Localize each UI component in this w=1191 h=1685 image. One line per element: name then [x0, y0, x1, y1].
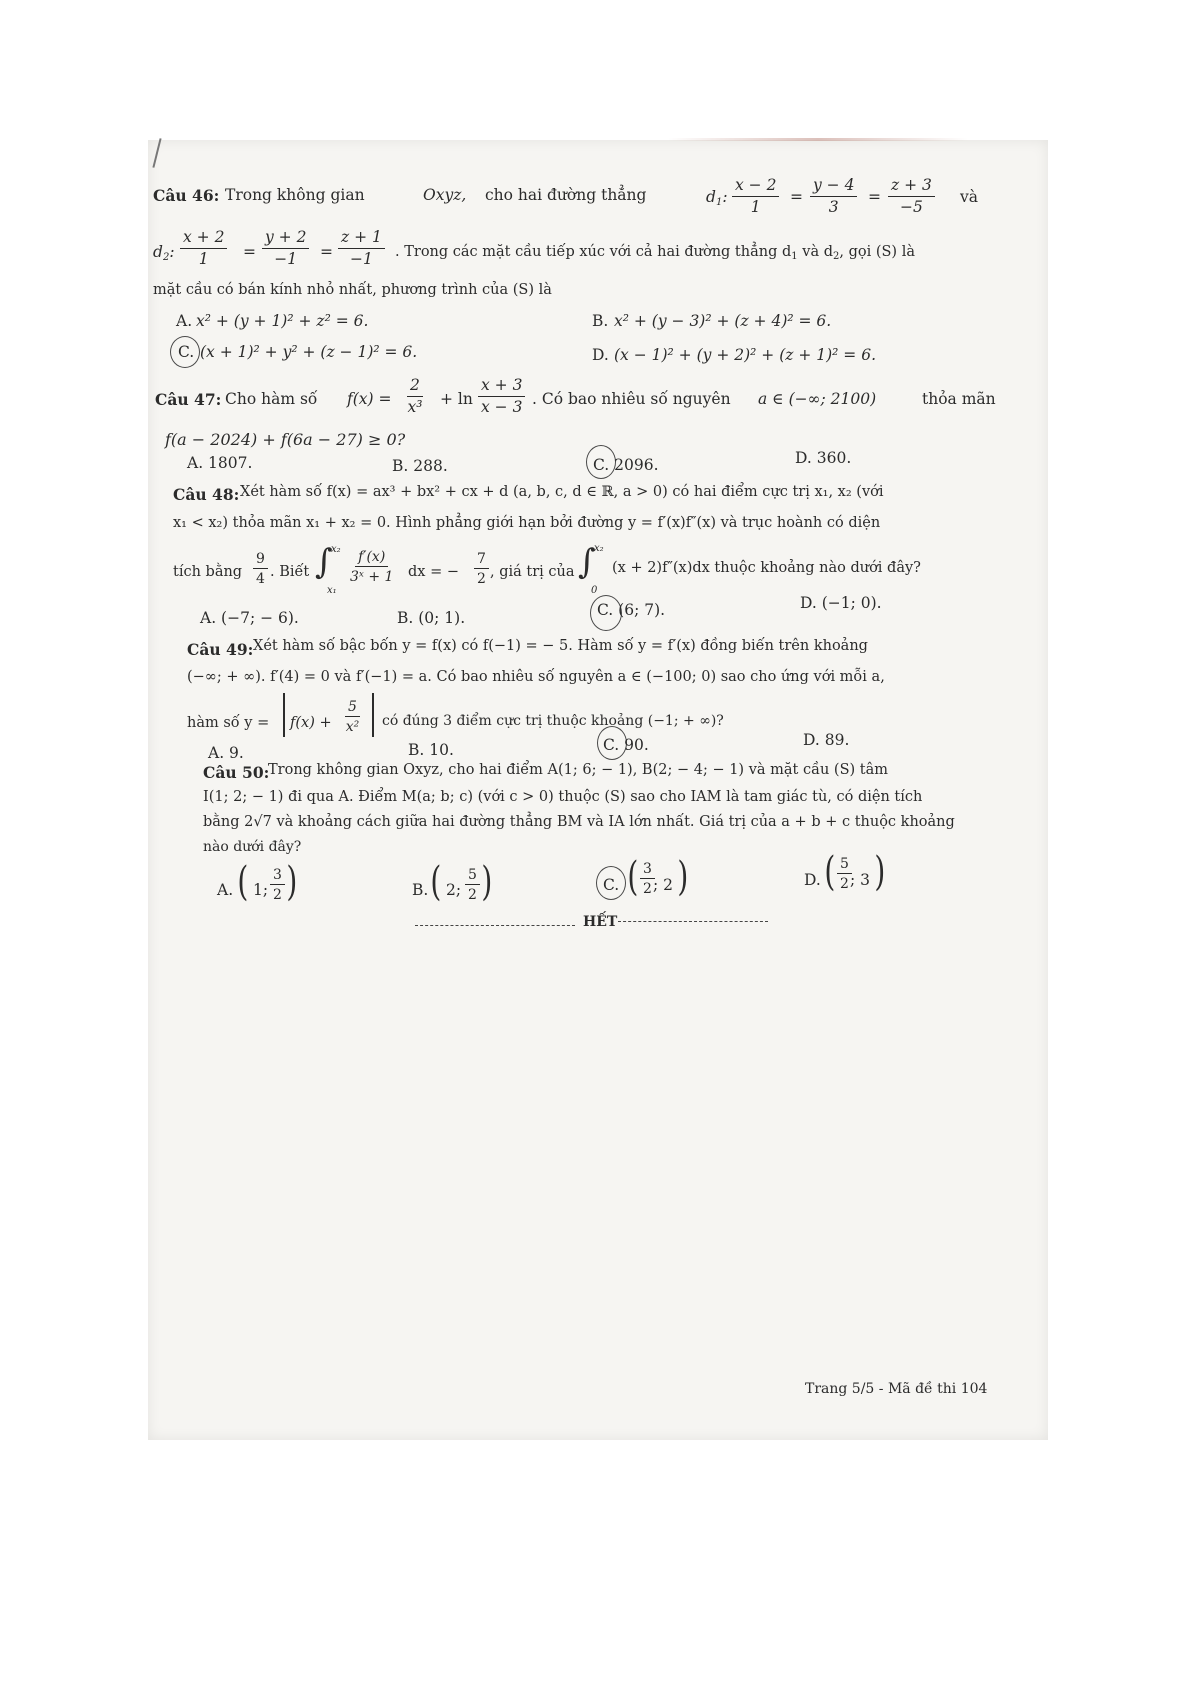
q50-option-c-label: C.: [603, 876, 620, 894]
q48-line2: x₁ < x₂) thỏa mãn x₁ + x₂ = 0. Hình phẳng giới hạn bởi đường y = f′(x)f″(x) và trục hoành có diện: [173, 515, 881, 531]
q48-integral2: ∫: [578, 542, 596, 582]
q49-option-c: C. 90.: [603, 736, 649, 754]
q49-ham-post: có đúng 3 điểm cực trị thuộc khoảng (−1; + ∞)?: [382, 713, 724, 729]
q46-option-b-label: B.: [592, 312, 609, 330]
q50-a-rparen: ): [286, 859, 298, 905]
q50-option-a-label: A.: [217, 881, 234, 899]
q48-area-pre: tích bằng: [173, 564, 243, 580]
q50-b-lparen: (: [430, 859, 442, 905]
q46-option-d: (x − 1)² + (y + 2)² + (z + 1)² = 6.: [614, 346, 877, 364]
q48-int1-lower: x₁: [327, 585, 337, 596]
q47-text1: Cho hàm số: [225, 390, 318, 408]
end-dash-left: [415, 925, 575, 926]
q46-eq4: =: [320, 243, 333, 261]
q49-option-a: A. 9.: [208, 744, 244, 762]
q49-ham-frac: $\frac{5}{\text{x²}}$: [345, 699, 360, 735]
q48-int2-lower: 0: [591, 585, 598, 596]
q46-d2-frac1: $\frac{x + 2}{1}$: [180, 230, 227, 267]
q50-b-rparen: ): [481, 859, 493, 905]
q48-label: Câu 48:: [173, 485, 240, 504]
q46-d1-frac3: $\frac{z + 3}{-5}$: [888, 178, 935, 215]
q50-d-lparen: (: [824, 849, 836, 895]
q46-text-cont: . Trong các mặt cầu tiếp xúc với cả hai đường thẳng $d_1$ và $d_2$, gọi (S) là: [395, 244, 915, 262]
q49-label: Câu 49:: [187, 640, 254, 659]
q47-plus-ln: + ln: [440, 390, 473, 408]
q48-option-b: B. (0; 1).: [397, 609, 466, 627]
q48-integral1: ∫: [315, 542, 333, 582]
q50-c-lparen: (: [627, 854, 639, 900]
q46-d1-name: $d_1$:: [706, 188, 728, 208]
q48-int1-after: , giá trị của: [490, 564, 575, 580]
q50-a-left: 1;: [253, 881, 269, 899]
q46-eq1: =: [790, 188, 803, 206]
q47-text3: thỏa mãn: [922, 390, 996, 408]
q46-d2-name: $d_2$:: [153, 243, 175, 263]
q48-biet: . Biết: [270, 564, 310, 580]
q46-two-lines: cho hai đường thẳng: [485, 186, 647, 204]
q49-option-b: B. 10.: [408, 741, 454, 759]
q46-d2-frac2: $\frac{y + 2}{-1}$: [262, 230, 309, 267]
end-marker: HẾT: [583, 914, 618, 930]
q49-ham-fx: f(x) +: [290, 715, 332, 731]
q46-eq3: =: [243, 243, 256, 261]
q50-line2: I(1; 2; − 1) đi qua A. Điểm M(a; b; c) (với c > 0) thuộc (S) sao cho IAM là tam giác tù, có diện tích: [203, 789, 923, 805]
q49-line1: Xét hàm số bậc bốn y = f(x) có f(−1) = − 5. Hàm số y = f′(x) đồng biến trên khoảng: [253, 638, 868, 654]
q47-frac1: $\frac{2}{\text{x³}}$: [407, 376, 423, 416]
page-footer: Trang 5/5 - Mã đề thi 104: [805, 1381, 988, 1397]
q50-line1: Trong không gian Oxyz, cho hai điểm A(1; 6; − 1), B(2; − 4; − 1) và mặt cầu (S) tâm: [268, 762, 888, 778]
end-dash-right: [618, 921, 768, 922]
q50-d-right: ; 3: [850, 871, 871, 889]
q48-int2-body: (x + 2)f″(x)dx thuộc khoảng nào dưới đây?: [612, 560, 921, 576]
q46-d1-frac2: $\frac{y - 4}{3}$: [810, 178, 857, 215]
q46-option-a: x² + (y + 1)² + z² = 6.: [196, 312, 369, 330]
q46-option-a-label: A.: [176, 312, 193, 330]
q49-abs-left: [283, 693, 285, 737]
q50-d-frac: $\frac{5}{2}$: [837, 857, 852, 891]
q48-int2-upper: x₂: [594, 543, 604, 554]
q46-option-d-label: D.: [592, 346, 609, 364]
q50-a-lparen: (: [237, 859, 249, 905]
q47-cond: f(a − 2024) + f(6a − 27) ≥ 0?: [165, 430, 406, 449]
q46-eq2: =: [868, 188, 881, 206]
q50-b-frac: $\frac{5}{2}$: [465, 868, 480, 902]
q47-label: Câu 47:: [155, 390, 222, 409]
q50-label: Câu 50:: [203, 763, 270, 782]
q47-fx: f(x) =: [347, 390, 392, 408]
q46-label: Câu 46:: [153, 186, 220, 205]
scan-edge-shadow: [668, 138, 968, 141]
q50-a-frac: $\frac{3}{2}$: [270, 868, 285, 902]
q47-option-a: A. 1807.: [187, 454, 253, 472]
q46-space: Oxyz,: [423, 186, 467, 204]
q46-intro: Trong không gian: [225, 186, 365, 204]
q50-c-right: ; 2: [653, 876, 674, 894]
q48-line1: Xét hàm số f(x) = ax³ + bx² + cx + d (a, b, c, d ∈ ℝ, a > 0) có hai điểm cực trị x₁, x₂ (với: [240, 484, 884, 500]
q48-int1-upper: x₂: [331, 544, 341, 555]
q49-option-d: D. 89.: [803, 731, 850, 749]
q50-line4: nào dưới đây?: [203, 839, 302, 855]
q46-and: và: [960, 188, 978, 206]
q50-c-frac: $\frac{3}{2}$: [640, 862, 655, 896]
q50-b-left: 2;: [446, 881, 462, 899]
q48-area-frac: $\frac{9}{4}$: [253, 552, 268, 586]
q47-frac2: $\frac{x + 3}{x - 3}$: [478, 378, 525, 415]
q49-abs-right: [372, 693, 374, 737]
q47-option-c: C. 2096.: [593, 456, 659, 474]
pen-mark: [152, 138, 161, 168]
q50-d-rparen: ): [874, 849, 886, 895]
q46-line3: mặt cầu có bán kính nhỏ nhất, phương trình của (S) là: [153, 282, 552, 298]
q49-ham-pre: hàm số y =: [187, 715, 270, 731]
q50-line3: bằng 2√7 và khoảng cách giữa hai đường thẳng BM và IA lớn nhất. Giá trị của a + b + c thuộc khoảng: [203, 814, 955, 830]
q46-option-c-label: C.: [178, 343, 195, 361]
q46-d2-frac3: $\frac{z + 1}{-1}$: [338, 230, 385, 267]
q50-c-rparen: ): [677, 854, 689, 900]
q50-option-d-label: D.: [804, 871, 821, 889]
q48-int1-eq: dx = −: [408, 564, 459, 580]
q46-d1-frac1: $\frac{x - 2}{1}$: [732, 178, 779, 215]
q48-int1-rhs: $\frac{7}{2}$: [474, 552, 489, 586]
q48-option-a: A. (−7; − 6).: [200, 609, 299, 627]
q48-option-c: C. (6; 7).: [597, 601, 666, 619]
q47-option-b: B. 288.: [392, 457, 448, 475]
q50-option-b-label: B.: [412, 881, 429, 899]
q47-text2: . Có bao nhiêu số nguyên: [532, 390, 731, 408]
q47-option-d: D. 360.: [795, 449, 852, 467]
q49-line2: (−∞; + ∞). f′(4) = 0 và f′(−1) = a. Có bao nhiêu số nguyên a ∈ (−100; 0) sao cho ứng với mỗi a,: [187, 669, 885, 685]
q48-option-d: D. (−1; 0).: [800, 594, 882, 612]
q48-int1-frac: $\frac{f'(x)}{\text{3ˣ + 1}}$: [350, 549, 394, 585]
q46-option-c: (x + 1)² + y² + (z − 1)² = 6.: [200, 343, 418, 361]
q46-option-b: x² + (y − 3)² + (z + 4)² = 6.: [614, 312, 832, 330]
q47-set: a ∈ (−∞; 2100): [758, 390, 877, 408]
